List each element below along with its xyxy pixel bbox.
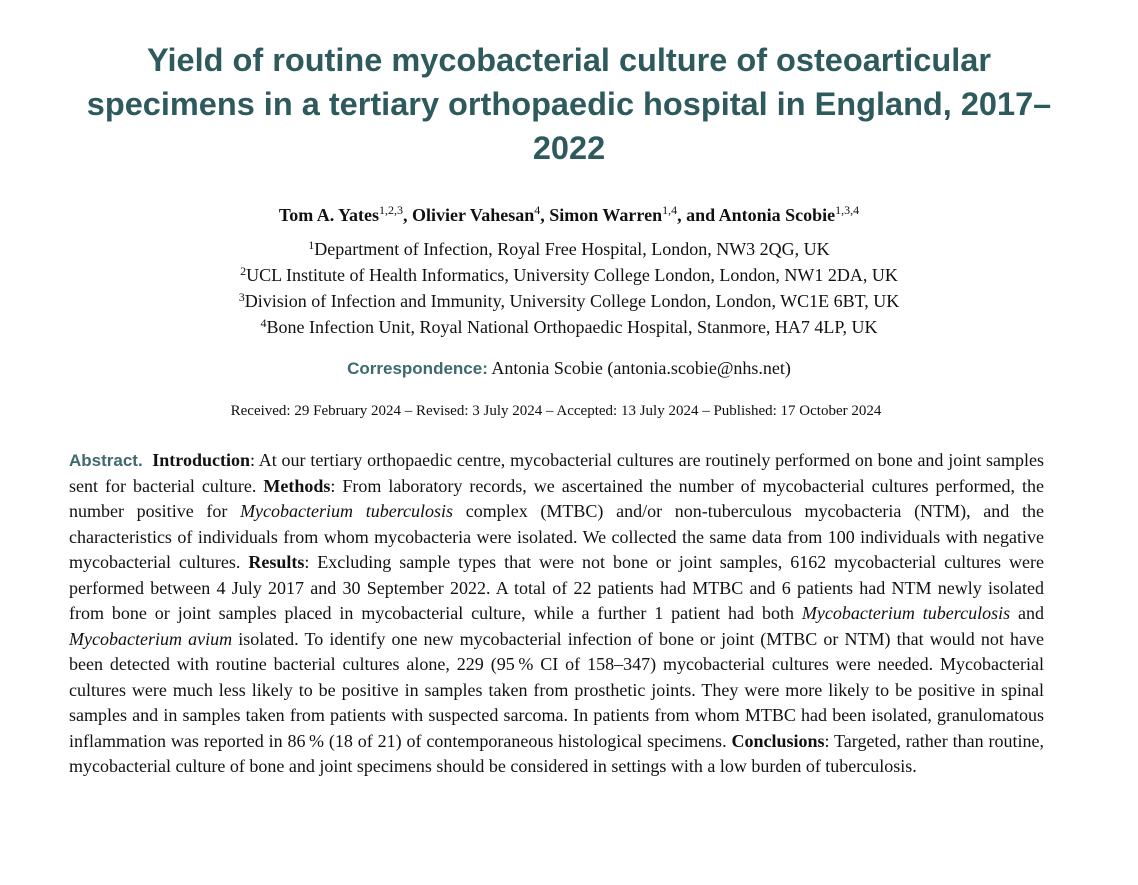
affiliation-text: Division of Infection and Immunity, University College London, London, WC1E 6BT, UK xyxy=(244,291,900,311)
author-name: Olivier Vahesan xyxy=(412,205,535,225)
correspondence-label: Correspondence: xyxy=(347,359,488,378)
affiliation-number: 3 xyxy=(238,290,245,304)
results-text: : Excluding sample types that were not bone or joint samples, 6162 mycobacterial cultures were performed between 4 July 2017 and 30 September 2022. A total of 22 patients had MTBC and 6 patients had NTM newly isolated from bone or joint samples placed in mycobacterial culture, while a further 1 patient had both xyxy=(69,552,1044,623)
affiliation xyxy=(0,236,1138,262)
affiliation-number: 2 xyxy=(240,264,247,278)
author-name: Tom A. Yates xyxy=(278,205,380,225)
affiliation-text: Bone Infection Unit, Royal National Orthopaedic Hospital, Stanmore, HA7 4LP, UK xyxy=(266,317,878,337)
introduction-text: : At our tertiary orthopaedic centre, mycobacterial cultures are routinely performed on bone and joint samples sent for bacterial culture. xyxy=(69,450,1044,496)
methods-text: : From laboratory records, we ascertained the number of mycobacterial cultures performed, the number positive for xyxy=(69,475,1044,521)
correspondence xyxy=(0,355,1138,382)
abstract-label: Abstract. xyxy=(69,451,143,470)
author-separator: , and xyxy=(677,205,719,225)
correspondence-contact: Antonia Scobie (antonia.scobie@nhs.net) xyxy=(491,358,791,378)
affiliation-text: UCL Institute of Health Informatics, University College London, London, NW1 2DA, UK xyxy=(246,265,898,285)
affiliation-number: 1 xyxy=(308,238,315,252)
author-affiliation-marker: 4 xyxy=(534,203,541,217)
author-name: Antonia Scobie xyxy=(718,205,836,225)
affiliation-text: Department of Infection, Royal Free Hospital, London, NW3 2QG, UK xyxy=(314,239,830,259)
methods-text: complex (MTBC) and/or non-tuberculous mycobacteria (NTM), and the characteristics of individuals from whom mycobacteria were isolated. We collected the same data from 100 individuals with negative mycobacterial cultures. xyxy=(69,501,1044,572)
author-name: Simon Warren xyxy=(549,205,663,225)
affiliation xyxy=(0,262,1138,288)
author-separator: , xyxy=(403,205,413,225)
conclusions-text: : Targeted, rather than routine, mycobacterial culture of bone and joint specimens should be considered in settings with a low burden of tuberculosis. xyxy=(69,730,1044,776)
affiliation xyxy=(0,314,1138,340)
paper-title: Yield of routine mycobacterial culture of osteoarticular specimens in a tertiary orthopaedic hospital in England, 2017–2022 xyxy=(86,42,1052,166)
results-text: and xyxy=(1010,603,1044,623)
author-affiliation-marker: 1,3,4 xyxy=(835,203,860,217)
methods-label: Methods xyxy=(263,475,331,496)
affiliation-list xyxy=(0,236,1138,340)
author-affiliation-marker: 1,2,3 xyxy=(379,203,404,217)
publication-dates: Received: 29 February 2024 – Revised: 3 July 2024 – Accepted: 13 July 2024 – Published: 17 October 2024 xyxy=(230,403,882,419)
affiliation xyxy=(0,288,1138,314)
abstract xyxy=(69,448,1044,780)
results-label: Results xyxy=(248,552,305,572)
results-text: isolated. To identify one new mycobacterial infection of bone or joint (MTBC or NTM) that would not have been detected with routine bacterial cultures alone, 229 (95 % CI of 158–347) mycobacterial cultures were needed. Mycobacterial cultures were much less likely to be positive in samples taken from prosthetic joints. They were more likely to be positive in spinal samples and in samples taken from patients with suspected sarcoma. In patients from whom MTBC had been isolated, granulomatous inflammation was reported in 86 % (18 of 21) of contemporaneous histological specimens. xyxy=(69,628,1044,751)
species-name: Mycobacterium tuberculosis xyxy=(240,501,454,521)
introduction-label: Introduction xyxy=(152,450,250,470)
author-separator: , xyxy=(540,205,550,225)
conclusions-label: Conclusions xyxy=(731,730,825,751)
species-name: Mycobacterium tuberculosis xyxy=(801,603,1011,623)
author-list xyxy=(0,202,1138,228)
species-name: Mycobacterium avium xyxy=(69,628,233,649)
author-affiliation-marker: 1,4 xyxy=(662,203,678,217)
affiliation-number: 4 xyxy=(260,316,267,330)
